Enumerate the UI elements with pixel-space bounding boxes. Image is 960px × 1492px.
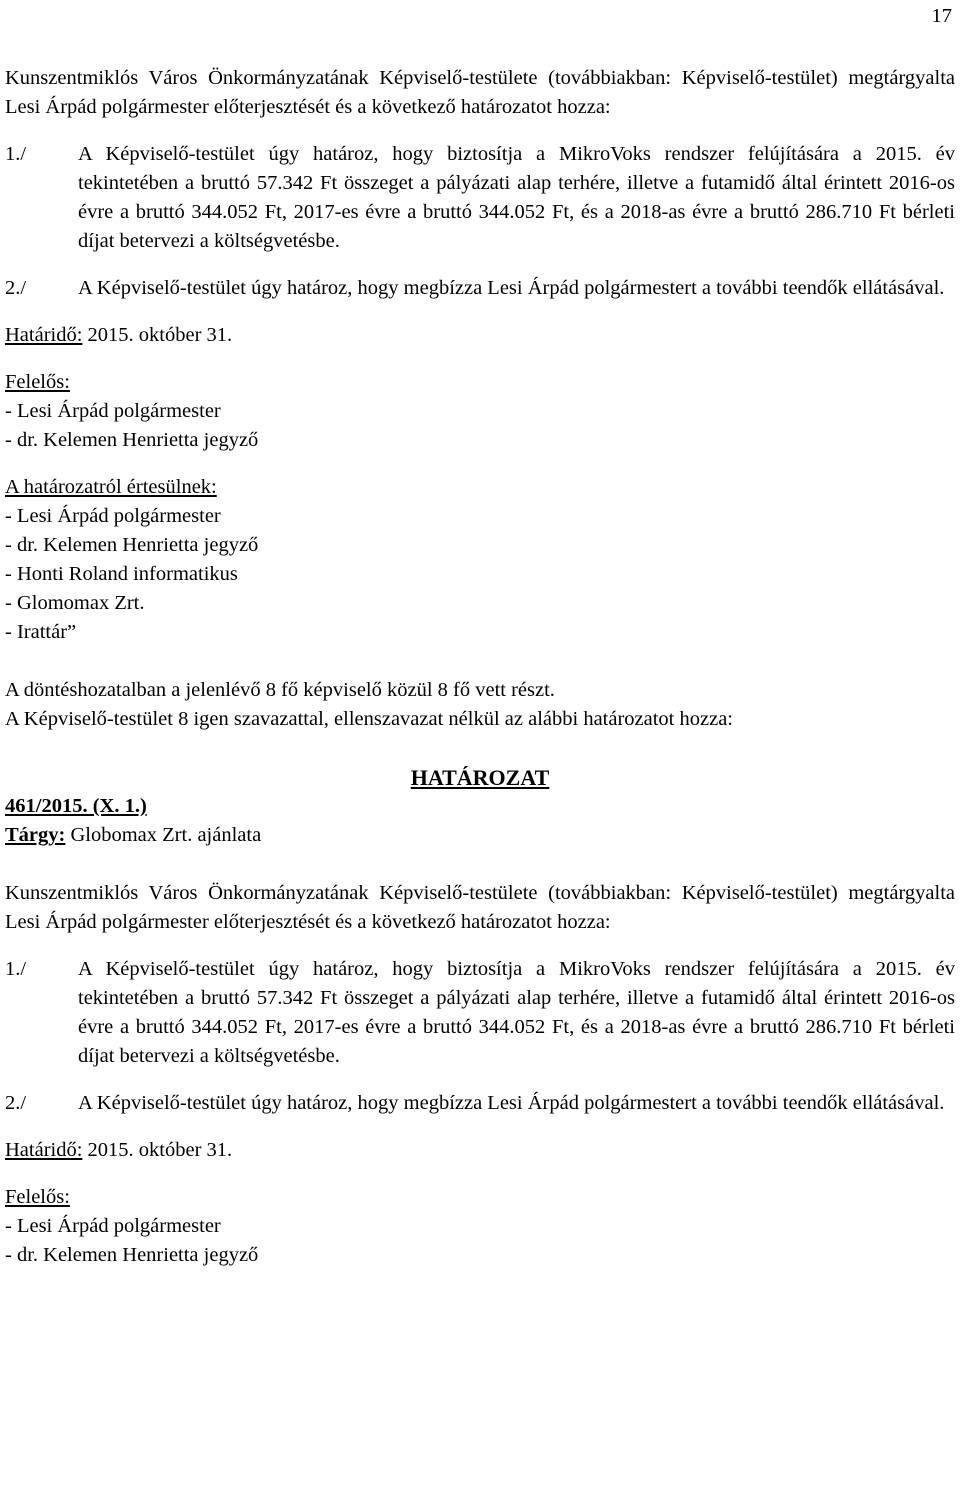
- item-text: A Képviselő-testület úgy határoz, hogy megbízza Lesi Árpád polgármestert a további teendők ellátásával.: [78, 277, 945, 299]
- section1-item-1: [5, 140, 955, 256]
- page-number: 17: [931, 5, 952, 27]
- deadline-label: Határidő:: [5, 324, 83, 346]
- subject-value: Globomax Zrt. ajánlata: [70, 824, 262, 846]
- item-number: 1./: [5, 143, 27, 165]
- vote-text: A Képviselő-testület 8 igen szavazattal, ellenszavazat nélkül az alábbi határozatot hozza:: [5, 708, 733, 730]
- section1-notified-label: A határozatról értesülnek:: [5, 476, 217, 498]
- item-number: 2./: [5, 1092, 27, 1114]
- section2-intro: Kunszentmiklós Város Önkormányzatának Képviselő-testülete (továbbiakban: Képviselő-testület) megtárgyalta Lesi Árpád polgármester előterjesztését és a következő határozatot hozza:: [5, 882, 955, 933]
- responsible-line: - Lesi Árpád polgármester: [5, 400, 221, 422]
- item-number: 1./: [5, 958, 27, 980]
- resolution-heading: HATÁROZAT: [410, 765, 550, 790]
- notified-line: - Honti Roland informatikus: [5, 563, 238, 585]
- section2-item-2: [5, 1089, 955, 1118]
- resolution-subject: [5, 821, 955, 850]
- section1-responsible-label: Felelős:: [5, 371, 70, 393]
- deadline-value: 2015. október 31.: [87, 1139, 233, 1161]
- responsible-line: - dr. Kelemen Henrietta jegyző: [5, 1244, 259, 1266]
- section2-responsible-label: Felelős:: [5, 1186, 70, 1208]
- responsible-line: - dr. Kelemen Henrietta jegyző: [5, 429, 259, 451]
- resolution-number: 461/2015. (X. 1.): [5, 795, 147, 817]
- deadline-value: 2015. október 31.: [87, 324, 233, 346]
- notified-line: - Lesi Árpád polgármester: [5, 505, 221, 527]
- section2-deadline: [5, 1136, 955, 1165]
- item-text: A Képviselő-testület úgy határoz, hogy biztosítja a MikroVoks rendszer felújítására a 2015. év tekintetében a bruttó 57.342 Ft összeget a pályázati alap terhére, illetve a futamidő által érintett 2016-os évre a bruttó 344.052 Ft, 2017-es évre a bruttó 344.052 Ft, és a 2018-as évre a bruttó 286.710 Ft bérleti díjat betervezi a költségvetésbe.: [78, 143, 955, 252]
- item-text: A Képviselő-testület úgy határoz, hogy biztosítja a MikroVoks rendszer felújítására a 2015. év tekintetében a bruttó 57.342 Ft összeget a pályázati alap terhére, illetve a futamidő által érintett 2016-os évre a bruttó 344.052 Ft, 2017-es évre a bruttó 344.052 Ft, és a 2018-as évre a bruttó 286.710 Ft bérleti díjat betervezi a költségvetésbe.: [78, 958, 955, 1067]
- section1-item-2: [5, 274, 955, 303]
- notified-line: - Glomomax Zrt.: [5, 592, 145, 614]
- item-text: A Képviselő-testület úgy határoz, hogy megbízza Lesi Árpád polgármestert a további teendők ellátásával.: [78, 1092, 945, 1114]
- section1-intro: Kunszentmiklós Város Önkormányzatának Képviselő-testülete (továbbiakban: Képviselő-testület) megtárgyalta Lesi Árpád polgármester előterjesztését és a következő határozatot hozza:: [5, 67, 955, 118]
- section1-deadline: [5, 321, 955, 350]
- page-content: [5, 64, 955, 1270]
- notified-line: - dr. Kelemen Henrietta jegyző: [5, 534, 259, 556]
- responsible-line: - Lesi Árpád polgármester: [5, 1215, 221, 1237]
- item-number: 2./: [5, 277, 27, 299]
- subject-label: Tárgy:: [5, 824, 66, 846]
- deadline-label: Határidő:: [5, 1139, 83, 1161]
- attendance-text: A döntéshozatalban a jelenlévő 8 fő képviselő közül 8 fő vett részt.: [5, 679, 555, 701]
- section2-item-1: [5, 955, 955, 1071]
- notified-line: - Irattár”: [5, 621, 77, 643]
